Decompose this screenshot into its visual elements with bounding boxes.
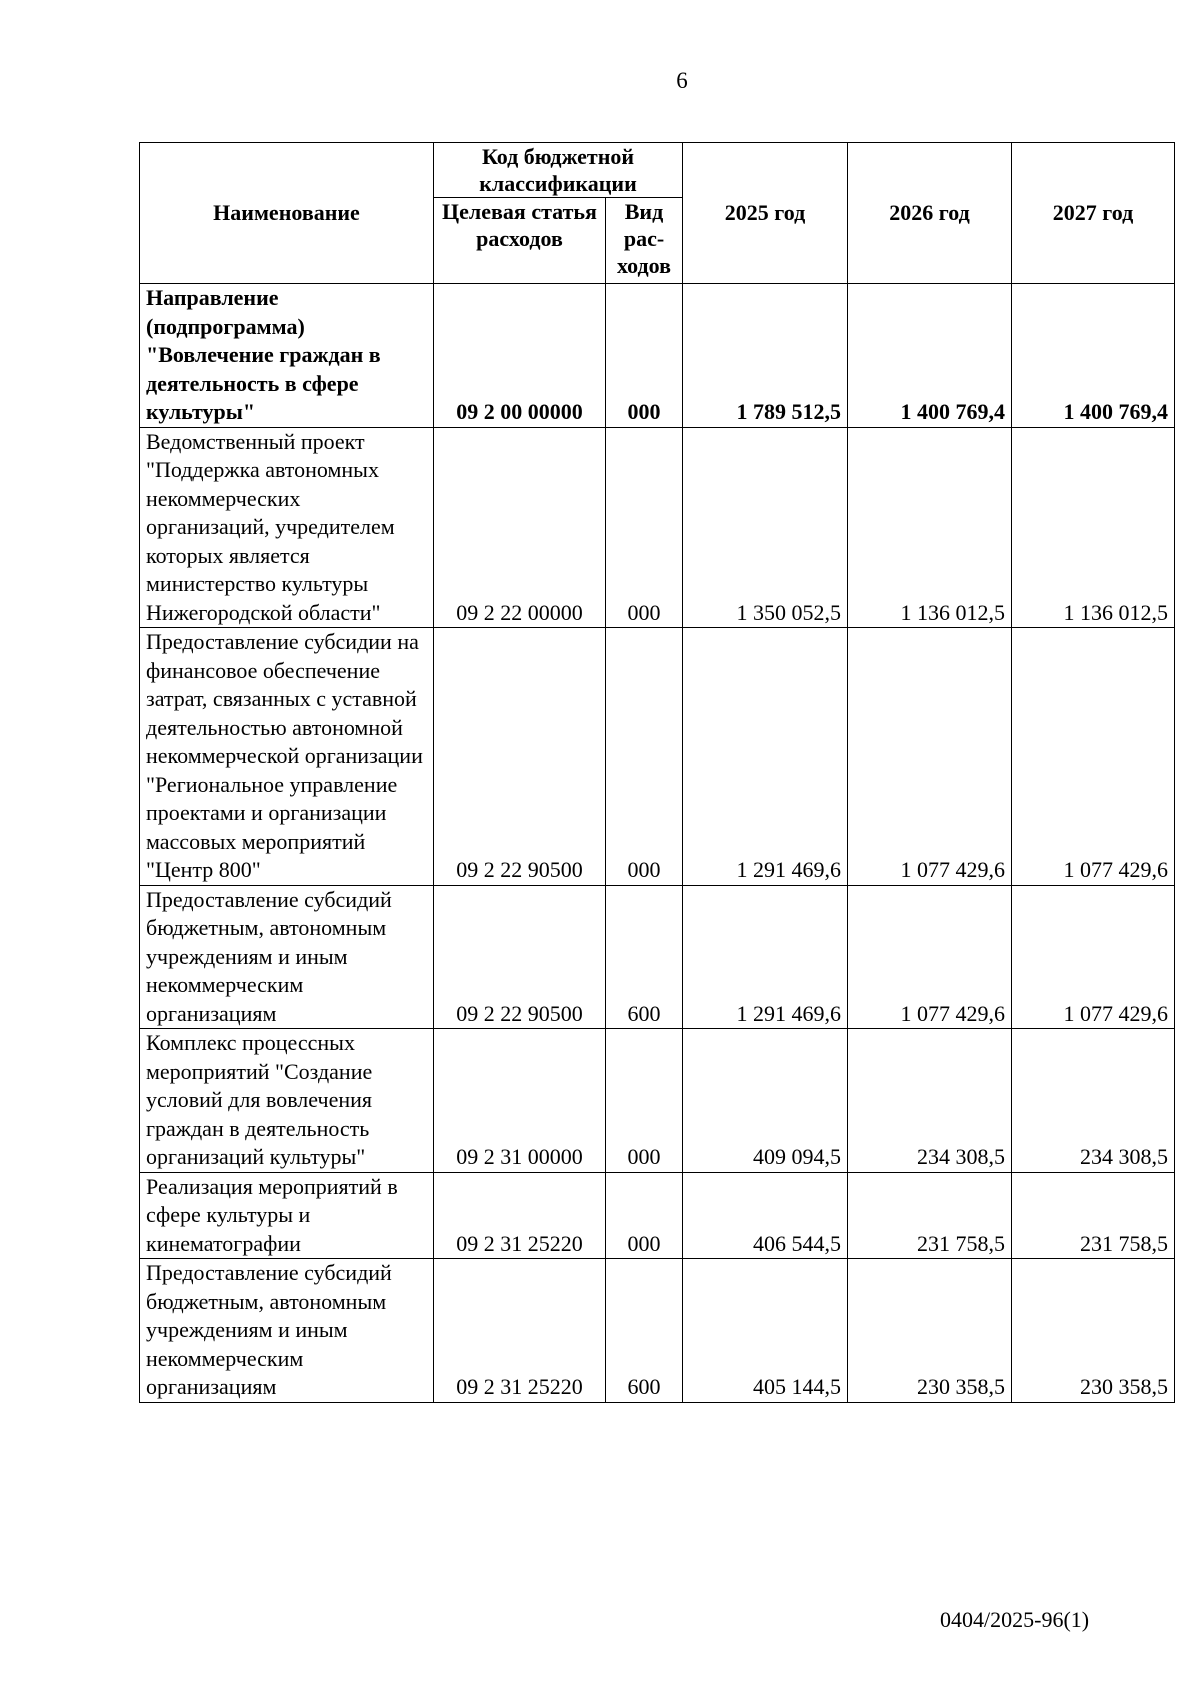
row-name: Комплекс процессных мероприятий "Создание условий для вовлечения граждан в деятельность организаций культуры" <box>140 1029 434 1173</box>
row-name: Предоставление субсидии на финансовое обеспечение затрат, связанных с уставной деятельностью автономной некоммерческой организации "Региональное управление проектами и организации массовых мероприятий "Центр 800" <box>140 628 434 886</box>
header-year-2027: 2027 год <box>1012 143 1175 284</box>
row-value-2027: 230 358,5 <box>1012 1259 1175 1403</box>
document-number: 0404/2025-96(1) <box>940 1607 1090 1632</box>
row-value-2026: 230 358,5 <box>848 1259 1012 1403</box>
row-expense-type: 000 <box>606 427 683 628</box>
row-expense-type: 000 <box>606 1172 683 1259</box>
row-value-2025: 1 291 469,6 <box>683 628 848 886</box>
row-value-2027: 234 308,5 <box>1012 1029 1175 1173</box>
row-target-code: 09 2 22 00000 <box>434 427 606 628</box>
row-value-2027: 1 077 429,6 <box>1012 628 1175 886</box>
row-name: Ведомственный проект "Поддержка автономных некоммерческих организаций, учредителем которых является министерство культуры Нижегородской области" <box>140 427 434 628</box>
row-value-2026: 1 136 012,5 <box>848 427 1012 628</box>
row-expense-type: 600 <box>606 1259 683 1403</box>
header-expense-type: Вид рас-ходов <box>606 198 683 284</box>
table-row <box>140 885 1175 1029</box>
header-target-article: Целевая статья расходов <box>434 198 606 284</box>
row-value-2026: 1 400 769,4 <box>848 284 1012 428</box>
row-expense-type: 000 <box>606 628 683 886</box>
row-value-2025: 1 789 512,5 <box>683 284 848 428</box>
table-row <box>140 1172 1175 1259</box>
row-name: Предоставление субсидий бюджетным, автономным учреждениям и иным некоммерческим организациям <box>140 1259 434 1403</box>
row-expense-type: 000 <box>606 284 683 428</box>
page-number: 6 <box>676 68 688 93</box>
table-row <box>140 284 1175 428</box>
row-value-2027: 1 400 769,4 <box>1012 284 1175 428</box>
row-value-2025: 1 350 052,5 <box>683 427 848 628</box>
header-year-2026: 2026 год <box>848 143 1012 284</box>
table-row <box>140 1259 1175 1403</box>
row-expense-type: 600 <box>606 885 683 1029</box>
budget-table <box>139 142 1175 1403</box>
row-value-2027: 1 136 012,5 <box>1012 427 1175 628</box>
header-year-2025: 2025 год <box>683 143 848 284</box>
header-name: Наименование <box>140 143 434 284</box>
row-target-code: 09 2 31 00000 <box>434 1029 606 1173</box>
row-name: Реализация мероприятий в сфере культуры и кинематографии <box>140 1172 434 1259</box>
row-value-2026: 1 077 429,6 <box>848 885 1012 1029</box>
row-name: Направление (подпрограмма) "Вовлечение граждан в деятельность в сфере культуры" <box>140 284 434 428</box>
table-row <box>140 427 1175 628</box>
row-expense-type: 000 <box>606 1029 683 1173</box>
row-value-2027: 1 077 429,6 <box>1012 885 1175 1029</box>
row-value-2027: 231 758,5 <box>1012 1172 1175 1259</box>
row-value-2026: 1 077 429,6 <box>848 628 1012 886</box>
row-target-code: 09 2 31 25220 <box>434 1172 606 1259</box>
row-target-code: 09 2 22 90500 <box>434 885 606 1029</box>
row-target-code: 09 2 22 90500 <box>434 628 606 886</box>
header-classification-group: Код бюджетной классификации <box>434 143 683 198</box>
row-value-2025: 405 144,5 <box>683 1259 848 1403</box>
row-target-code: 09 2 00 00000 <box>434 284 606 428</box>
row-value-2025: 406 544,5 <box>683 1172 848 1259</box>
row-value-2026: 231 758,5 <box>848 1172 1012 1259</box>
row-value-2025: 409 094,5 <box>683 1029 848 1173</box>
header-row-top <box>140 143 1175 198</box>
row-value-2025: 1 291 469,6 <box>683 885 848 1029</box>
table-row <box>140 628 1175 886</box>
table-row <box>140 1029 1175 1173</box>
row-target-code: 09 2 31 25220 <box>434 1259 606 1403</box>
row-name: Предоставление субсидий бюджетным, автономным учреждениям и иным некоммерческим организациям <box>140 885 434 1029</box>
row-value-2026: 234 308,5 <box>848 1029 1012 1173</box>
